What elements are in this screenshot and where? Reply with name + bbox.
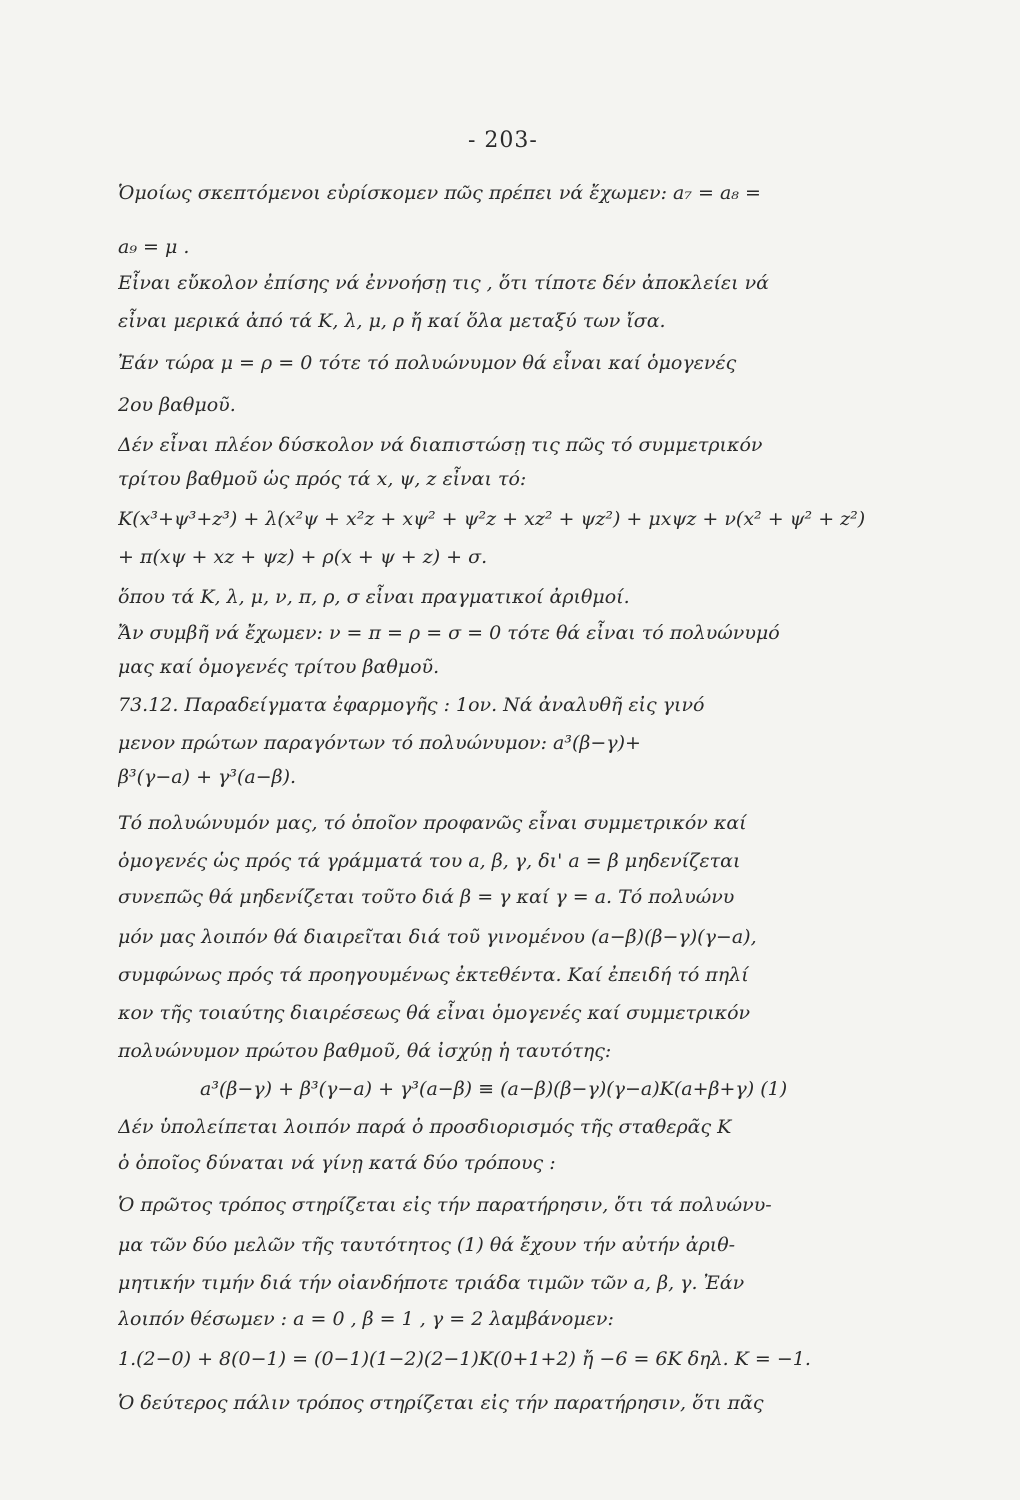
page-number: - 203- <box>468 128 538 153</box>
text-line: συμφώνως πρός τά προηγουμένως ἐκτεθέντα. Καί ἐπειδή τό πηλί <box>118 964 749 986</box>
text-line: ὅπου τά K, λ, μ, ν, π, ρ, σ εἶναι πραγματικοί ἀριθμοί. <box>118 586 630 608</box>
text-line: Ὁ δεύτερος πάλιν τρόπος στηρίζεται εἰς τήν παρατήρησιν, ὅτι πᾶς <box>118 1392 764 1414</box>
text-line: λοιπόν θέσωμεν : a = 0 , β = 1 , γ = 2 λαμβάνομεν: <box>118 1308 614 1330</box>
text-line: μενον πρώτων παραγόντων τό πολυώνυμον: a³(β−γ)+ <box>118 732 641 754</box>
formula-line: 1.(2−0) + 8(0−1) = (0−1)(1−2)(2−1)K(0+1+2) ἤ −6 = 6K δηλ. K = −1. <box>118 1348 811 1370</box>
text-line: μα τῶν δύο μελῶν τῆς ταυτότητος (1) θά ἔχουν τήν αὐτήν ἀριθ- <box>118 1234 736 1256</box>
identity-formula: a³(β−γ) + β³(γ−a) + γ³(a−β) ≡ (a−β)(β−γ)(γ−a)K(a+β+γ) (1) <box>200 1078 788 1100</box>
text-line: μόν μας λοιπόν θά διαιρεῖται διά τοῦ γινομένου (a−β)(β−γ)(γ−a), <box>118 926 757 948</box>
formula-line: + π(xψ + xz + ψz) + ρ(x + ψ + z) + σ. <box>118 546 488 568</box>
formula-line: K(x³+ψ³+z³) + λ(x²ψ + x²z + xψ² + ψ²z + xz² + ψz²) + μxψz + ν(x² + ψ² + z²) <box>118 508 866 530</box>
text-line: Εἶναι εὔκολον ἐπίσης νά ἐννοήσῃ τις , ὅτι τίποτε δέν ἀποκλείει νά <box>118 272 769 294</box>
text-line: Ὁ πρῶτος τρόπος στηρίζεται εἰς τήν παρατήρησιν, ὅτι τά πολυώνυ- <box>118 1194 772 1216</box>
text-line: ὁμογενές ὡς πρός τά γράμματά του a, β, γ, δι' a = β μηδενίζεται <box>118 850 741 872</box>
text-line: τρίτου βαθμοῦ ὡς πρός τά x, ψ, z εἶναι τό: <box>118 468 527 490</box>
text-line: Ἐάν τώρα μ = ρ = 0 τότε τό πολυώνυμον θά εἶναι καί ὁμογενές <box>118 352 737 374</box>
text-line: a₉ = μ . <box>118 236 190 258</box>
text-line: εἶναι μερικά ἀπό τά K, λ, μ, ρ ἤ καί ὅλα μεταξύ των ἴσα. <box>118 310 666 332</box>
formula-line: β³(γ−a) + γ³(a−β). <box>118 766 297 788</box>
text-line: 2ου βαθμοῦ. <box>118 394 236 416</box>
section-heading-line: 73.12. Παραδείγματα ἐφαρμογῆς : 1ον. Νά ἀναλυθῆ εἰς γινό <box>118 694 705 716</box>
text-line: Ὁμοίως σκεπτόμενοι εὑρίσκομεν πῶς πρέπει νά ἔχωμεν: a₇ = a₈ = <box>118 182 761 204</box>
text-line: μας καί ὁμογενές τρίτου βαθμοῦ. <box>118 656 440 678</box>
text-line: Δέν ὑπολείπεται λοιπόν παρά ὁ προσδιορισμός τῆς σταθερᾶς K <box>118 1116 732 1138</box>
text-line: πολυώνυμον πρώτου βαθμοῦ, θά ἰσχύῃ ἡ ταυτότης: <box>118 1040 612 1062</box>
text-line: ὁ ὁποῖος δύναται νά γίνῃ κατά δύο τρόπους : <box>118 1152 556 1174</box>
text-line: κον τῆς τοιαύτης διαιρέσεως θά εἶναι ὁμογενές καί συμμετρικόν <box>118 1002 751 1024</box>
text-line: Τό πολυώνυμόν μας, τό ὁποῖον προφανῶς εἶναι συμμετρικόν καί <box>118 812 747 834</box>
text-line: Ἄν συμβῆ νά ἔχωμεν: ν = π = ρ = σ = 0 τότε θά εἶναι τό πολυώνυμό <box>118 622 780 644</box>
text-line: μητικήν τιμήν διά τήν οἱανδήποτε τριάδα τιμῶν τῶν a, β, γ. Ἐάν <box>118 1272 745 1294</box>
text-line: Δέν εἶναι πλέον δύσκολον νά διαπιστώσῃ τις πῶς τό συμμετρικόν <box>118 434 763 456</box>
text-line: συνεπῶς θά μηδενίζεται τοῦτο διά β = γ καί γ = a. Τό πολυώνυ <box>118 886 735 908</box>
